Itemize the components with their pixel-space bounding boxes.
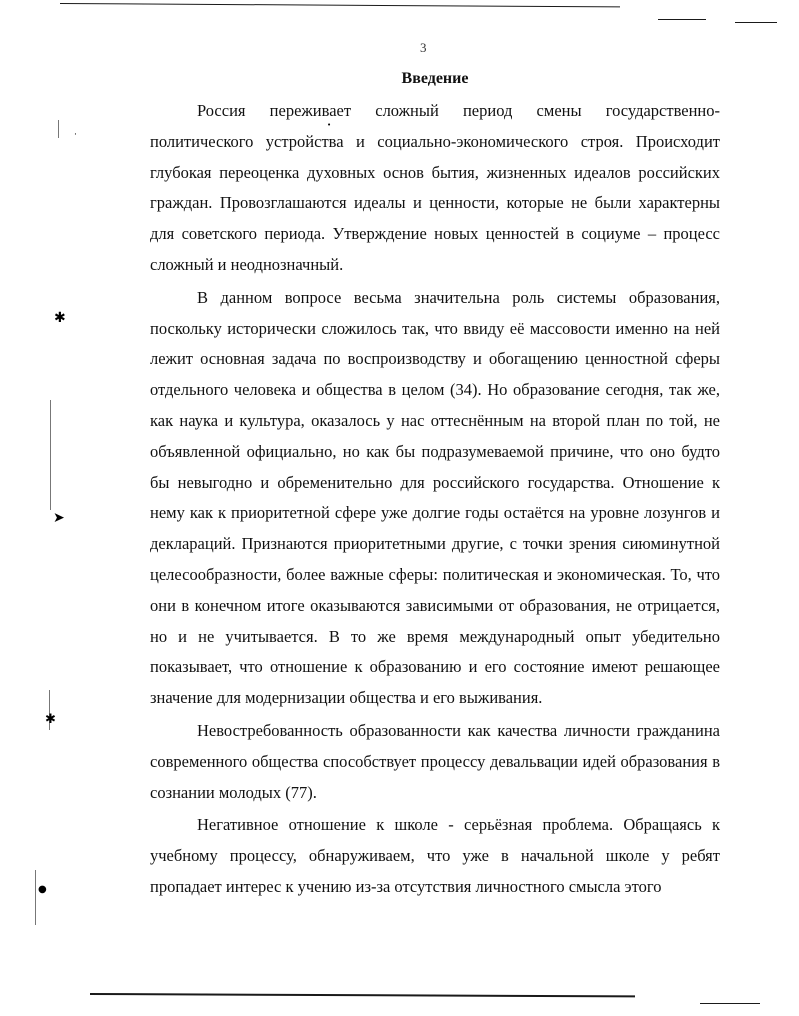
- paragraph: В данном вопросе весьма значительна роль системы образования, поскольку исторически сложилось так, что ввиду её массовости именно на ней лежит основная задача по воспроизводству и обогащению ценностной сферы отдельного человека и общества в целом (34). Но образование сегодня, так же, как наука и культура, оказалось у нас оттеснённым на второй план по той, не объявленной официально, но как бы подразумеваемой причине, что оно будто бы невыгодно и обременительно для российского государства. Отношение к нему как к приоритетной сфере уже долгие годы остаётся на уровне лозунгов и деклараций. Признаются приоритетными другие, с точки зрения сиюминутной целесообразности, более важные сферы: политическая и экономическая. То, что они в конечном итоге оказываются зависимыми от образования, не отрицается, но и не учитывается. В то же время международный опыт убедительно показывает, что отношение к образованию и его состояние имеют решающее значение для модернизации общества и его выживания.: [150, 287, 720, 708]
- scan-speck: ✱: [54, 310, 66, 326]
- paragraph: Негативное отношение к школе - серьёзная проблема. Обращаясь к учебному процессу, обнаруживаем, что уже в начальной школе у ребят пропадает интерес к учению из-за отсутствия личностного смысла этого: [150, 815, 720, 896]
- scan-speck: ·: [74, 130, 77, 140]
- body-text: [150, 96, 720, 903]
- scan-artifact-left-margin-line: [58, 120, 59, 138]
- paragraph: Россия переживает сложный период смены государственно-политического устройства и социально-экономического строя. Происходит глубокая переоценка духовных основ бытия, жизненных идеалов российских граждан. Провозглашаются идеалы и ценности, которые не были характерны для советского периода. Утверждение новых ценностей в социуме – процесс сложный и неоднозначный.: [150, 101, 720, 274]
- paragraph: Невостребованность образованности как качества личности гражданина современного общества способствует процессу девальвации идей образования в сознании молодых (77).: [150, 720, 720, 802]
- scan-artifact-top-right-line: [735, 22, 777, 23]
- scan-speck: ✱: [45, 712, 56, 727]
- scan-artifact-bottom-right-line: [700, 1003, 760, 1004]
- scan-speck: ➤: [53, 510, 65, 526]
- scan-artifact-bottom-line: [90, 993, 635, 997]
- scan-speck: ●: [38, 884, 47, 895]
- page-number: 3: [420, 40, 427, 55]
- scan-artifact-left-margin-line: [35, 870, 36, 925]
- scan-speck: •: [327, 121, 332, 129]
- scan-artifact-top-line: [60, 3, 620, 7]
- scan-artifact-left-margin-line: [50, 400, 51, 510]
- section-title: Введение: [401, 70, 469, 87]
- scan-artifact-top-right-line: [658, 19, 706, 20]
